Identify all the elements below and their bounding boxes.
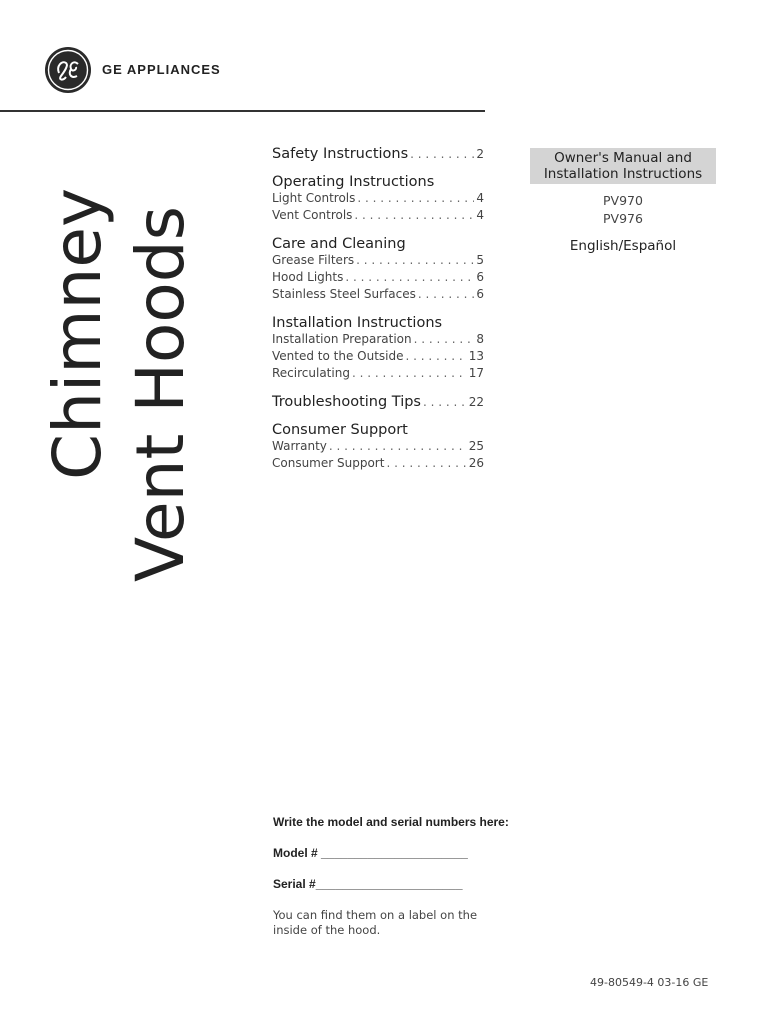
toc-entry: Consumer Support . . . 26 — [272, 455, 484, 472]
title-line-2: Vent Hoods — [122, 206, 199, 582]
toc-section-title: Installation Instructions — [272, 315, 443, 331]
brand-name: GE APPLIANCES — [102, 62, 221, 77]
toc-entry: Vented to the Outside . . . 13 — [272, 348, 484, 365]
toc-entry: Installation Preparation . . . 8 — [272, 331, 484, 348]
toc-section-title: Safety Instructions — [272, 146, 409, 162]
model-number: PV970 — [603, 193, 643, 208]
serial-info — [273, 815, 513, 938]
document-title — [40, 140, 200, 585]
model-list — [530, 192, 716, 228]
toc-section — [272, 422, 484, 472]
model-number: PV976 — [603, 211, 643, 226]
toc-page: 2 — [476, 147, 484, 161]
serial-field: Serial #______________________ — [273, 877, 463, 891]
toc-entry: Hood Lights . . . 6 — [272, 269, 484, 286]
toc-entry: Stainless Steel Surfaces . . . 6 — [272, 286, 484, 303]
toc-page: 22 — [468, 395, 484, 409]
language-label: English/Español — [569, 238, 677, 254]
toc-section — [272, 394, 484, 410]
header-rule — [0, 110, 485, 112]
serial-heading: Write the model and serial numbers here: — [273, 815, 509, 829]
table-of-contents — [272, 146, 484, 484]
manual-info — [530, 148, 716, 254]
toc-section — [272, 315, 484, 382]
title-line-1: Chimney — [39, 187, 116, 480]
toc-section — [272, 174, 484, 224]
toc-section-title: Operating Instructions — [272, 174, 435, 190]
ge-logo-icon — [44, 46, 92, 94]
toc-section — [272, 236, 484, 303]
manual-type-box: Owner's Manual and Installation Instructions — [530, 148, 716, 184]
toc-entry: Warranty . . . 25 — [272, 438, 484, 455]
document-number: 49-80549-4 03-16 GE — [590, 976, 709, 989]
toc-entry: Recirculating . . . 17 — [272, 365, 484, 382]
model-field: Model # ______________________ — [273, 846, 468, 860]
toc-entry: Grease Filters . . . 5 — [272, 252, 484, 269]
toc-section-title: Troubleshooting Tips — [272, 394, 421, 410]
toc-entry: Light Controls . . . 4 — [272, 190, 484, 207]
serial-note: You can find them on a label on the inside of the hood. — [273, 908, 478, 937]
toc-section-title: Consumer Support — [272, 422, 408, 438]
toc-entry: Vent Controls . . . 4 — [272, 207, 484, 224]
toc-section — [272, 146, 484, 162]
toc-section-title: Care and Cleaning — [272, 236, 406, 252]
